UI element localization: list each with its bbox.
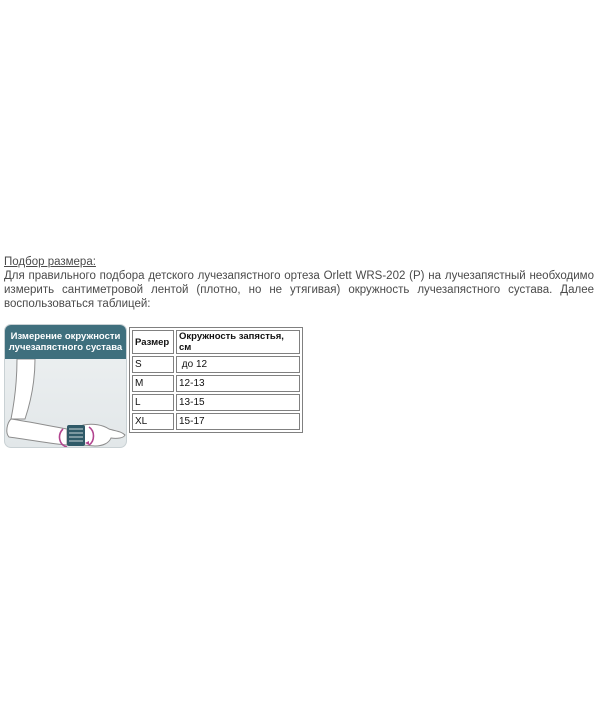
wrist-measuring-icon [5,359,126,447]
forearm-shape [7,419,67,445]
sizing-paragraph: Для правильного подбора детского лучезапястного ортеза Orlett WRS-202 (P) на лучезапястный необходимо измерить сантиметровой лентой (плотно, но не утягивая) окружность лучезапястного сустава. Далее воспользоваться таблицей: [4,270,594,310]
size-cell: XL [132,413,174,430]
wrist-measurement-card [4,324,127,448]
circumference-column-header: Окружность запястья, см [176,330,300,354]
size-cell: S [132,356,174,373]
sizing-instructions [4,255,594,311]
size-cell: L [132,394,174,411]
size-column-header: Размер [132,330,174,354]
measurement-card-title [5,325,126,359]
circumference-cell: 13-15 [176,394,300,411]
circumference-cell: до 12 [176,356,300,373]
size-cell: M [132,375,174,392]
measurement-card-title-line2: лучезапястного сустава [8,342,123,353]
measuring-tape-band [67,425,85,446]
table-row [132,413,300,430]
table-row [132,375,300,392]
sizing-heading: Подбор размера: [4,256,96,268]
size-table-header-row [132,330,300,354]
size-table [129,327,303,433]
measurement-card-title-line1: Измерение окружности [10,331,121,342]
table-row [132,394,300,411]
upper-arm-shape [11,359,35,419]
circumference-cell: 15-17 [176,413,300,430]
table-row [132,356,300,373]
circumference-cell: 12-13 [176,375,300,392]
